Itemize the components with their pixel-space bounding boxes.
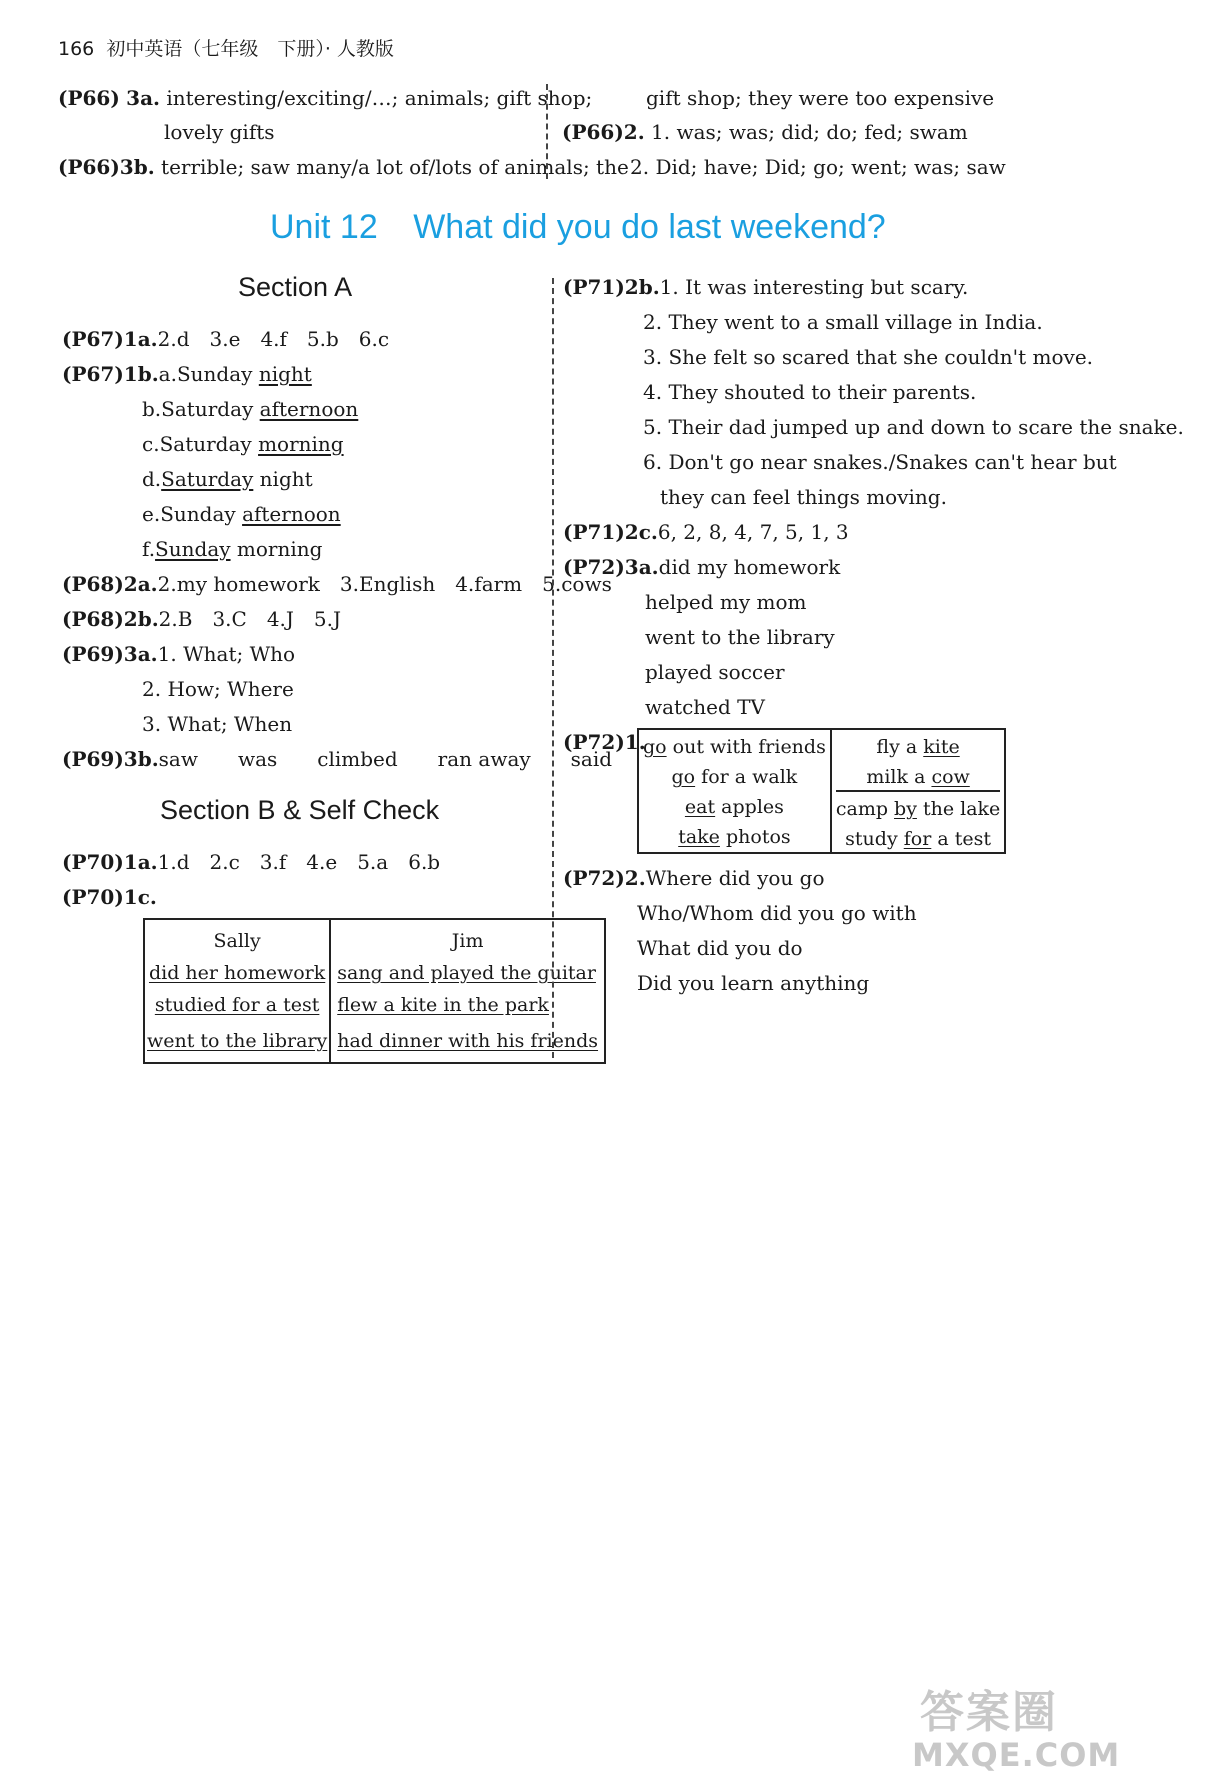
column-divider-main [552,278,554,1058]
answer-p72-3a: (P72)3a.did my homework [563,555,841,579]
answer-p66-2: (P66)2. 1. was; was; did; do; fed; swam [562,120,968,144]
answer-p67-1b-b: b.Saturday afternoon [142,397,359,421]
answer-p66-cont: gift shop; they were too expensive [646,86,995,110]
section-a-title: Section A [238,272,353,302]
answer-p71-2b-2: 2. They went to a small village in India. [643,310,1043,334]
answer-p71-2b-6-cont: they can feel things moving. [660,485,947,509]
sally-activity: did her homework [148,962,326,984]
sally-column [144,919,330,1063]
answer-p72-2-3: What did you do [637,936,803,960]
section-b-title: Section B & Self Check [160,795,440,825]
verb-phrase: go for a walk [671,766,798,788]
unit-title [270,208,886,247]
answer-p67-1b-c: c.Saturday morning [142,432,344,456]
book-title: 初中英语（七年级 下册）· 人教版 [106,38,394,60]
answer-p66-3b: (P66)3b. terrible; saw many/a lot of/lots of animals; the [58,155,629,179]
verb-phrase-left [638,729,831,853]
verb-phrase-right [831,729,1005,853]
answer-p72-3a-2: helped my mom [645,590,807,614]
verb-phrase: study for a test [845,828,991,850]
watermark-logo: 答案圈 [920,1687,1058,1738]
answer-p69-3a: (P69)3a.1. What; Who [62,642,296,666]
answer-p71-2b-5: 5. Their dad jumped up and down to scare the snake. [643,415,1184,439]
answer-p70-1a: (P70)1a.1.d 2.c 3.f 4.e 5.a 6.b [62,850,441,874]
answer-p67-1a: (P67)1a.2.d 3.e 4.f 5.b 6.c [62,327,390,351]
jim-activity: flew a kite in the park [337,994,549,1016]
verb-phrase: fly a kite [876,736,960,758]
sally-jim-table [143,918,606,1064]
answer-p66-2-line2: 2. Did; have; Did; go; went; was; saw [630,155,1006,179]
jim-header: Jim [451,930,484,952]
answer-p69-3b: (P69)3b.saw was climbed ran away said [62,747,613,771]
verb-phrase: camp by the lake [835,798,1001,820]
verb-phrase: take photos [678,826,791,848]
jim-activity: had dinner with his friends [337,1030,599,1052]
answer-p69-3a-2: 2. How; Where [142,677,294,701]
answer-p71-2b-3: 3. She felt so scared that she couldn't move. [643,345,1094,369]
answer-p67-1b-f: f.Sunday morning [142,537,323,561]
answer-p72-3a-4: played soccer [645,660,785,684]
verb-phrase: milk a cow [836,760,1000,792]
page-number: 166 [58,38,95,60]
answer-p71-2b-6: 6. Don't go near snakes./Snakes can't hear but [643,450,1117,474]
sally-header: Sally [213,930,261,952]
answer-p69-3a-3: 3. What; When [142,712,293,736]
answer-p68-2a: (P68)2a.2.my homework 3.English 4.farm 5.cows [62,572,612,596]
answer-p67-1b: (P67)1b.a.Sunday night [62,362,312,386]
column-divider-top [546,84,548,179]
answer-p72-2-4: Did you learn anything [637,971,870,995]
answer-p72-3a-3: went to the library [645,625,835,649]
answer-p67-1b-e: e.Sunday afternoon [142,502,341,526]
sally-activity: went to the library [147,1030,328,1052]
verb-phrase-table [637,728,1006,854]
unit-heading: What did you do last weekend? [413,208,886,246]
answer-p71-2b-4: 4. They shouted to their parents. [643,380,977,404]
answer-p71-2c: (P71)2c.6, 2, 8, 4, 7, 5, 1, 3 [563,520,849,544]
watermark-url: MXQE.COM [912,1736,1121,1774]
verb-phrase: go out with friends [643,736,826,758]
answer-p72-3a-5: watched TV [645,695,765,719]
verb-phrase: eat apples [684,796,784,818]
jim-activity: sang and played the guitar [337,962,596,984]
answer-p68-2b: (P68)2b.2.B 3.C 4.J 5.J [62,607,342,631]
sally-activity: studied for a test [154,994,320,1016]
answer-p71-2b: (P71)2b.1. It was interesting but scary. [563,275,969,299]
answer-p70-1c: (P70)1c. [62,885,157,909]
answer-p67-1b-d: d.Saturday night [142,467,313,491]
answer-p72-2: (P72)2.Where did you go [563,866,825,890]
answer-p66-3a: (P66) 3a. interesting/exciting/…; animals; gift shop; [58,86,593,110]
answer-p72-2-2: Who/Whom did you go with [637,901,917,925]
unit-number: Unit 12 [270,208,378,246]
page-header [58,34,394,61]
jim-column [330,919,605,1063]
answer-p72-1: (P72)1. [563,730,646,754]
answer-p66-3a-cont: lovely gifts [164,120,275,144]
